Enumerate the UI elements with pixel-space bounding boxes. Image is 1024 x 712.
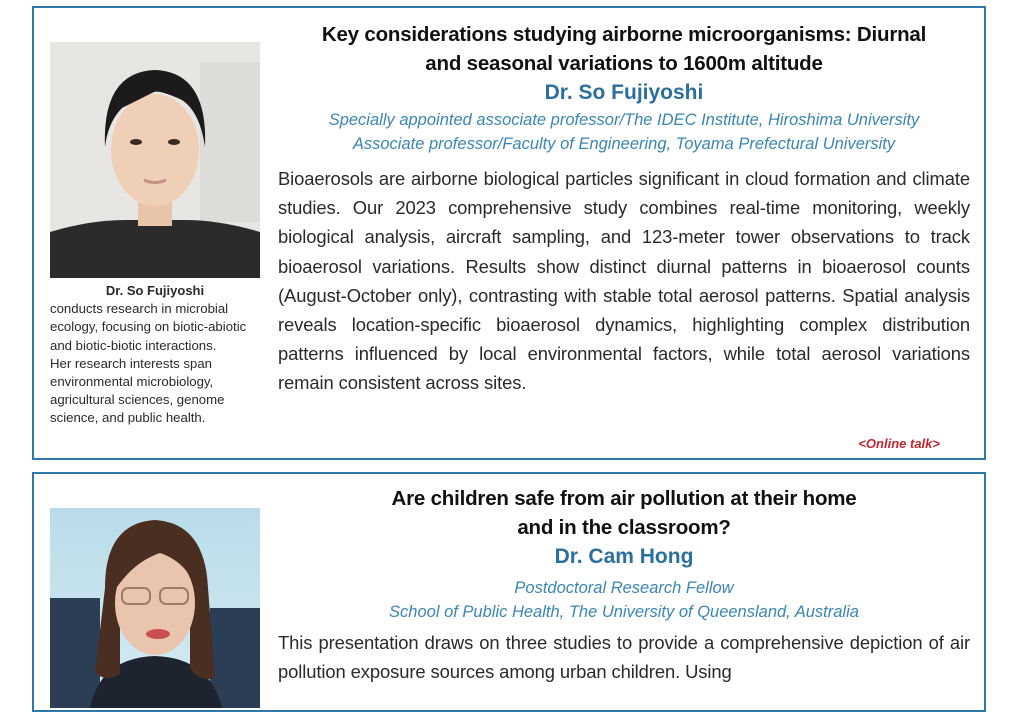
talk-abstract: Bioaerosols are airborne biological particles significant in cloud formation and climate studies. Our 2023 comprehensive study combines real-time monitoring, weekly biological analysis, aircraft sampling, and 123-meter tower observations to track bioaerosol variations. Results show distinct diurnal patterns in bioaerosol counts (August-October only), contrasting with stable total aerosol patterns. Spatial analysis reveals location-specific bioaerosol dynamics, highlighting complex distribution patterns influenced by local environmental factors, while total aerosol variations remain consistent across sites. [278, 168, 970, 394]
affiliation-line-2: School of Public Health, The University of Queensland, Australia [389, 603, 859, 621]
bio-text-2: Her research interests span environmental microbiology, agricultural sciences, genome science, and public health. [50, 355, 225, 426]
talk-abstract: This presentation draws on three studies to provide a comprehensive depiction of air pollution exposure sources among urban children. Using [278, 632, 970, 683]
talk-title-line-1: Are children safe from air pollution at their home [391, 487, 857, 510]
speaker-bio [50, 282, 270, 428]
affiliation-line-2: Associate professor/Faculty of Engineering, Toyama Prefectural University [352, 135, 896, 153]
talk-card-cam-hong [32, 472, 986, 712]
bio-text-1: conducts research in microbial ecology, focusing on biotic-abiotic and biotic-biotic interactions. [50, 301, 247, 353]
talk-title-line-2: and in the classroom? [517, 516, 731, 539]
talk-title-line-1: Key considerations studying airborne microorganisms: Diurnal [321, 23, 927, 46]
talk-details [278, 484, 970, 686]
speaker-photo-fujiyoshi [50, 42, 260, 278]
speaker-name: Dr. So Fujiyoshi [544, 81, 704, 104]
online-talk-label: <Online talk> [858, 436, 940, 451]
talk-card-fujiyoshi [32, 6, 986, 460]
speaker-photo-cam-hong [50, 508, 260, 708]
speaker-name: Dr. Cam Hong [554, 545, 694, 568]
affiliation-line-1: Specially appointed associate professor/The IDEC Institute, Hiroshima University [328, 111, 920, 129]
talk-title-line-2: and seasonal variations to 1600m altitude [425, 52, 823, 75]
bio-name: Dr. So Fujiyoshi [105, 283, 205, 298]
talk-details [278, 20, 970, 398]
affiliation-line-1: Postdoctoral Research Fellow [514, 579, 734, 597]
